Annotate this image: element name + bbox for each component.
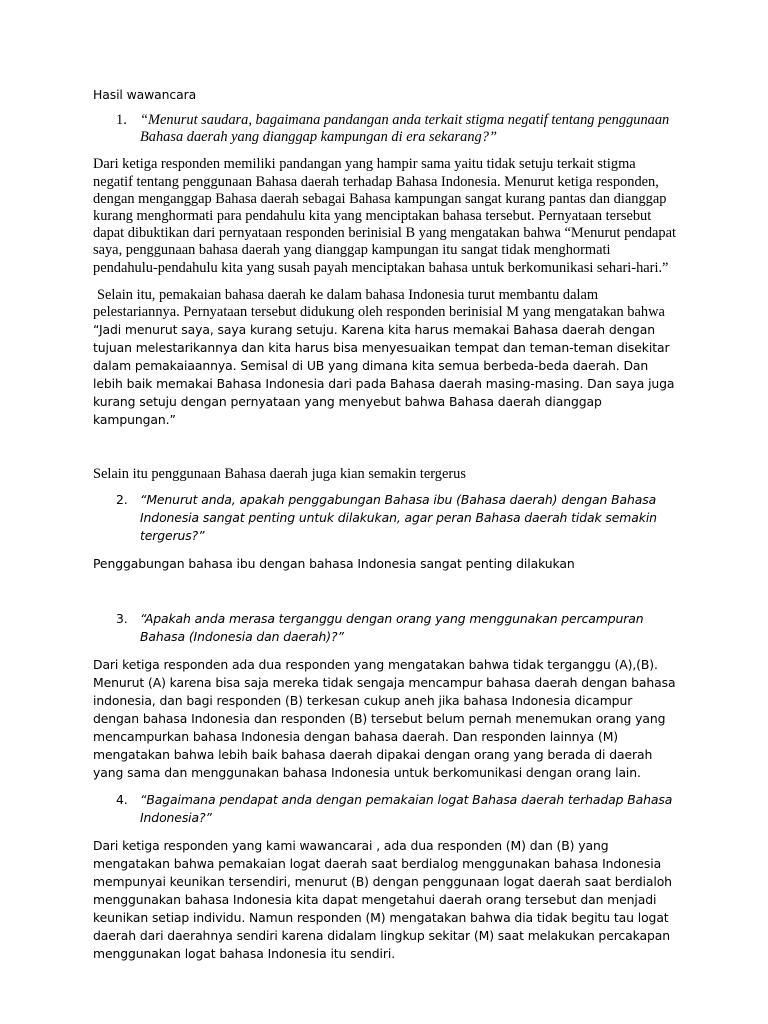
- answer-1-paragraph-2-intro: Selain itu, pemakaian bahasa daerah ke dalam bahasa Indonesia turut membantu dalam pelestariannya. Pernyataan tersebut didukung oleh responden berinisial M yang mengatakan bahwa: [93, 286, 665, 321]
- answer-3: Dari ketiga responden ada dua responden yang mengatakan bahwa tidak terganggu (A),(B). Menurut (A) karena bisa saja mereka tidak sengaja mencampur bahasa daerah dengan bahasa indonesia, dan bagi responden (B) terkesan cukup aneh jika bahasa Indonesia dicampur dengan bahasa Indonesia dan responden (B) tersebut belum pernah menemukan orang yang mencampurkan bahasa Indonesia dengan bahasa daerah. Dan responden lainnya (M) mengatakan bahwa lebih baik bahasa daerah dipakai dengan orang yang berada di daerah yang sama dan menggunakan bahasa Indonesia untuk berkomunikasi dengan orang lain.: [93, 657, 676, 781]
- question-1-number: 1.: [116, 112, 127, 128]
- question-1: [93, 112, 678, 146]
- question-2-number: 2.: [116, 492, 128, 508]
- question-2: [93, 491, 678, 545]
- question-3-number: 3.: [116, 611, 128, 627]
- question-2-text: “Menurut anda, apakah penggabungan Bahasa ibu (Bahasa daerah) dengan Bahasa Indonesia sangat penting untuk dilakukan, agar peran Bahasa daerah tidak semakin tergerus?”: [140, 492, 657, 544]
- answer-1-paragraph-3: Selain itu penggunaan Bahasa daerah juga kian semakin tergerus: [93, 466, 466, 483]
- question-3: [93, 610, 678, 646]
- question-3-text: “Apakah anda merasa terganggu dengan orang yang menggunakan percampuran Bahasa (Indonesia dan daerah)?”: [140, 611, 644, 645]
- document-heading: Hasil wawancara: [93, 87, 197, 102]
- answer-4: Dari ketiga responden yang kami wawancarai , ada dua responden (M) dan (B) yang mengatakan bahwa pemakaian logat daerah saat berdialog menggunakan bahasa Indonesia mempunyai keunikan tersendiri, menurut (B) dengan penggunaan logat daerah saat berdialoh menggunakan bahasa Indonesia kita dapat mengetahui daerah orang tersebut dan menjadi keunikan setiap individu. Namun responden (M) mengatakan bahwa dia tidak begitu tau logat daerah dari daerahnya sendiri karena didalam lingkup sekitar (M) saat melakukan percakapan menggunakan logat bahasa Indonesia itu sendiri.: [93, 838, 672, 962]
- question-4-number: 4.: [116, 792, 128, 808]
- answer-1-paragraph-1: Dari ketiga responden memiliki pandangan yang hampir sama yaitu tidak setuju terkait stigma negatif tentang penggunaan Bahasa daerah terhadap Bahasa Indonesia. Menurut ketiga responden, dengan menganggap Bahasa daerah sebagai Bahasa kampungan sangat kurang pantas dan dianggap kurang menghormati para pendahulu kita yang menciptakan bahasa tersebut. Pernyataan tersebut dapat dibuktikan dari pernyataan responden berinisial B yang mengatakan bahwa “Menurut pendapat saya, penggunaan bahasa daerah yang dianggap kampungan itu sangat tidak menghormati pendahulu-pendahulu kita yang susah payah menciptakan bahasa untuk berkomunikasi sehari-hari.”: [93, 156, 677, 276]
- question-1-text: “Menurut saudara, bagaimana pandangan anda terkait stigma negatif tentang penggunaan Bahasa daerah yang dianggap kampungan di era sekarang?”: [140, 112, 670, 146]
- question-4-text: “Bagaimana pendapat anda dengan pemakaian logat Bahasa daerah terhadap Bahasa Indonesia?”: [140, 792, 673, 826]
- answer-2: Penggabungan bahasa ibu dengan bahasa Indonesia sangat penting dilakukan: [93, 556, 575, 572]
- question-4: [93, 791, 678, 827]
- answer-1-paragraph-2-quote: “Jadi menurut saya, saya kurang setuju. Karena kita harus memakai Bahasa daerah dengan tujuan melestarikannya dan kita harus bisa menyesuaikan tempat dan teman-teman disekitar dalam pemakaiaannya. Semisal di UB yang dimana kita semua berbeda-beda daerah. Dan lebih baik memakai Bahasa Indonesia dari pada Bahasa daerah masing-masing. Dan saya juga kurang setuju dengan pernyataan yang menyebut bahwa Bahasa daerah dianggap kampungan.”: [93, 322, 675, 428]
- answer-1-paragraph-2: [93, 287, 678, 429]
- document-page: [93, 86, 678, 963]
